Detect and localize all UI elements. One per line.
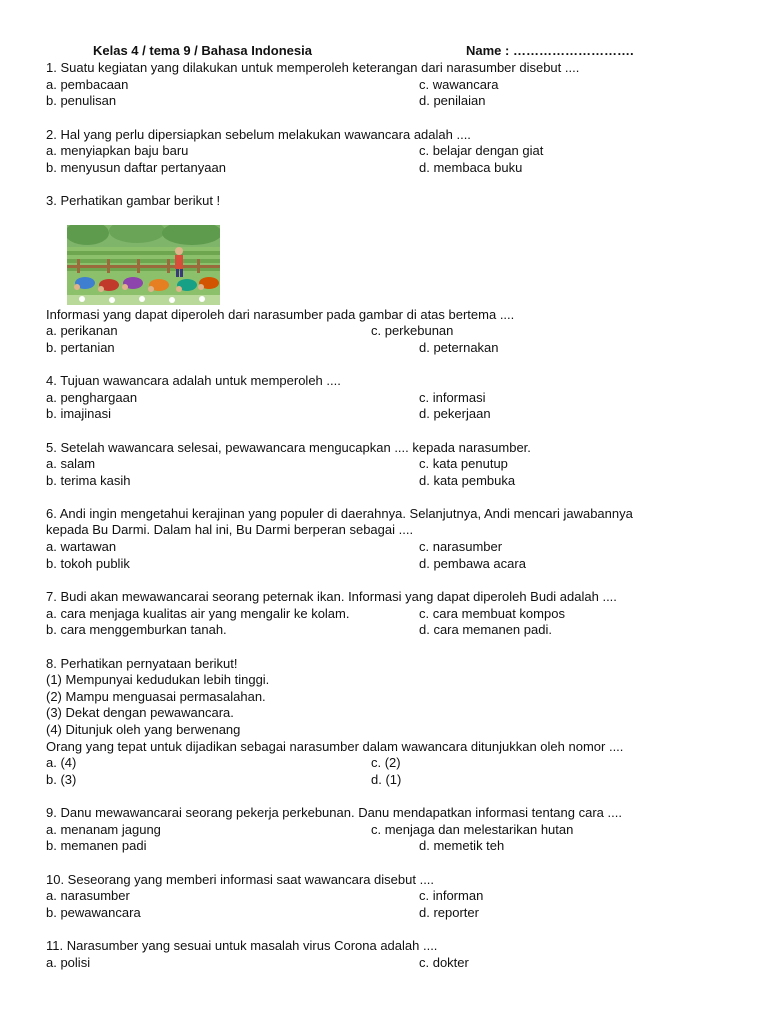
question-9-stem: 9. Danu mewawancarai seorang pekerja perkebunan. Danu mendapatkan informasi tentang cara ....: [46, 805, 622, 820]
question-9-option-b: b. memanen padi: [46, 838, 147, 853]
question-1-stem: 1. Suatu kegiatan yang dilakukan untuk memperoleh keterangan dari narasumber disebut ....: [46, 60, 580, 75]
question-1-option-d: d. penilaian: [419, 93, 486, 108]
question-5-option-a: a. salam: [46, 456, 96, 471]
question-2-option-a: a. menyiapkan baju baru: [46, 143, 189, 158]
question-11-stem: 11. Narasumber yang sesuai untuk masalah virus Corona adalah ....: [46, 938, 438, 953]
question-3-stem: 3. Perhatikan gambar berikut !: [46, 193, 221, 208]
question-1-option-a: a. pembacaan: [46, 77, 129, 92]
question-8-option-b: b. (3): [46, 772, 77, 787]
question-8-stem-2: Orang yang tepat untuk dijadikan sebagai narasumber dalam wawancara ditunjukkan oleh nomor ....: [46, 739, 624, 754]
question-7-option-b: b. cara menggemburkan tanah.: [46, 622, 227, 637]
question-7-option-a: a. cara menjaga kualitas air yang mengalir ke kolam.: [46, 606, 350, 621]
question-9-option-a: a. menanam jagung: [46, 822, 161, 837]
question-6-option-d: d. pembawa acara: [419, 556, 526, 571]
question-7-option-c: c. cara membuat kompos: [419, 606, 565, 621]
question-11-option-c: c. dokter: [419, 955, 469, 970]
question-4-option-b: b. imajinasi: [46, 406, 112, 421]
question-5-option-c: c. kata penutup: [419, 456, 508, 471]
question-8-option-a: a. (4): [46, 755, 77, 770]
question-4-option-c: c. informasi: [419, 390, 486, 405]
question-7-option-d: d. cara memanen padi.: [419, 622, 552, 637]
question-3-option-b: b. pertanian: [46, 340, 115, 355]
question-4-stem: 4. Tujuan wawancara adalah untuk memperoleh ....: [46, 373, 341, 388]
farm-field-illustration: [67, 225, 220, 305]
question-8-option-d: d. (1): [371, 772, 402, 787]
question-8-stem: 8. Perhatikan pernyataan berikut!: [46, 656, 238, 671]
question-7-stem: 7. Budi akan mewawancarai seorang peternak ikan. Informasi yang dapat diperoleh Budi adalah ....: [46, 589, 617, 604]
question-4-option-d: d. pekerjaan: [419, 406, 491, 421]
question-10-option-d: d. reporter: [419, 905, 479, 920]
student-name-label: Name : ……………………….: [466, 43, 634, 58]
question-9-option-c: c. menjaga dan melestarikan hutan: [371, 822, 574, 837]
question-1-option-b: b. penulisan: [46, 93, 117, 108]
worksheet-class-label: Kelas 4 / tema 9 / Bahasa Indonesia: [93, 43, 312, 58]
question-6-option-c: c. narasumber: [419, 539, 503, 554]
question-1-option-c: c. wawancara: [419, 77, 499, 92]
question-9-option-d: d. memetik teh: [419, 838, 505, 853]
question-2-option-b: b. menyusun daftar pertanyaan: [46, 160, 226, 175]
question-6-stem: 6. Andi ingin mengetahui kerajinan yang populer di daerahnya. Selanjutnya, Andi mencari jawabannya: [46, 506, 633, 521]
question-8-option-c: c. (2): [371, 755, 401, 770]
question-8-statement-2: (2) Mampu menguasai permasalahan.: [46, 689, 266, 704]
question-3-option-c: c. perkebunan: [371, 323, 454, 338]
question-2-option-d: d. membaca buku: [419, 160, 523, 175]
question-8-statement-1: (1) Mempunyai kedudukan lebih tinggi.: [46, 672, 270, 687]
question-10-option-c: c. informan: [419, 888, 484, 903]
question-6-stem-2: kepada Bu Darmi. Dalam hal ini, Bu Darmi berperan sebagai ....: [46, 522, 414, 537]
question-10-stem: 10. Seseorang yang memberi informasi saat wawancara disebut ....: [46, 872, 435, 887]
question-4-option-a: a. penghargaan: [46, 390, 138, 405]
question-3-stem-2: Informasi yang dapat diperoleh dari narasumber pada gambar di atas bertema ....: [46, 307, 515, 322]
question-5-stem: 5. Setelah wawancara selesai, pewawancara mengucapkan .... kepada narasumber.: [46, 440, 531, 455]
question-8-statement-4: (4) Ditunjuk oleh yang berwenang: [46, 722, 241, 737]
question-6-option-a: a. wartawan: [46, 539, 117, 554]
question-6-option-b: b. tokoh publik: [46, 556, 130, 571]
question-3-option-d: d. peternakan: [419, 340, 499, 355]
question-2-option-c: c. belajar dengan giat: [419, 143, 544, 158]
question-5-option-d: d. kata pembuka: [419, 473, 516, 488]
question-3-option-a: a. perikanan: [46, 323, 118, 338]
question-8-statement-3: (3) Dekat dengan pewawancara.: [46, 705, 234, 720]
question-10-option-b: b. pewawancara: [46, 905, 141, 920]
question-2-stem: 2. Hal yang perlu dipersiapkan sebelum melakukan wawancara adalah ....: [46, 127, 471, 142]
question-11-option-a: a. polisi: [46, 955, 91, 970]
question-10-option-a: a. narasumber: [46, 888, 130, 903]
question-5-option-b: b. terima kasih: [46, 473, 131, 488]
